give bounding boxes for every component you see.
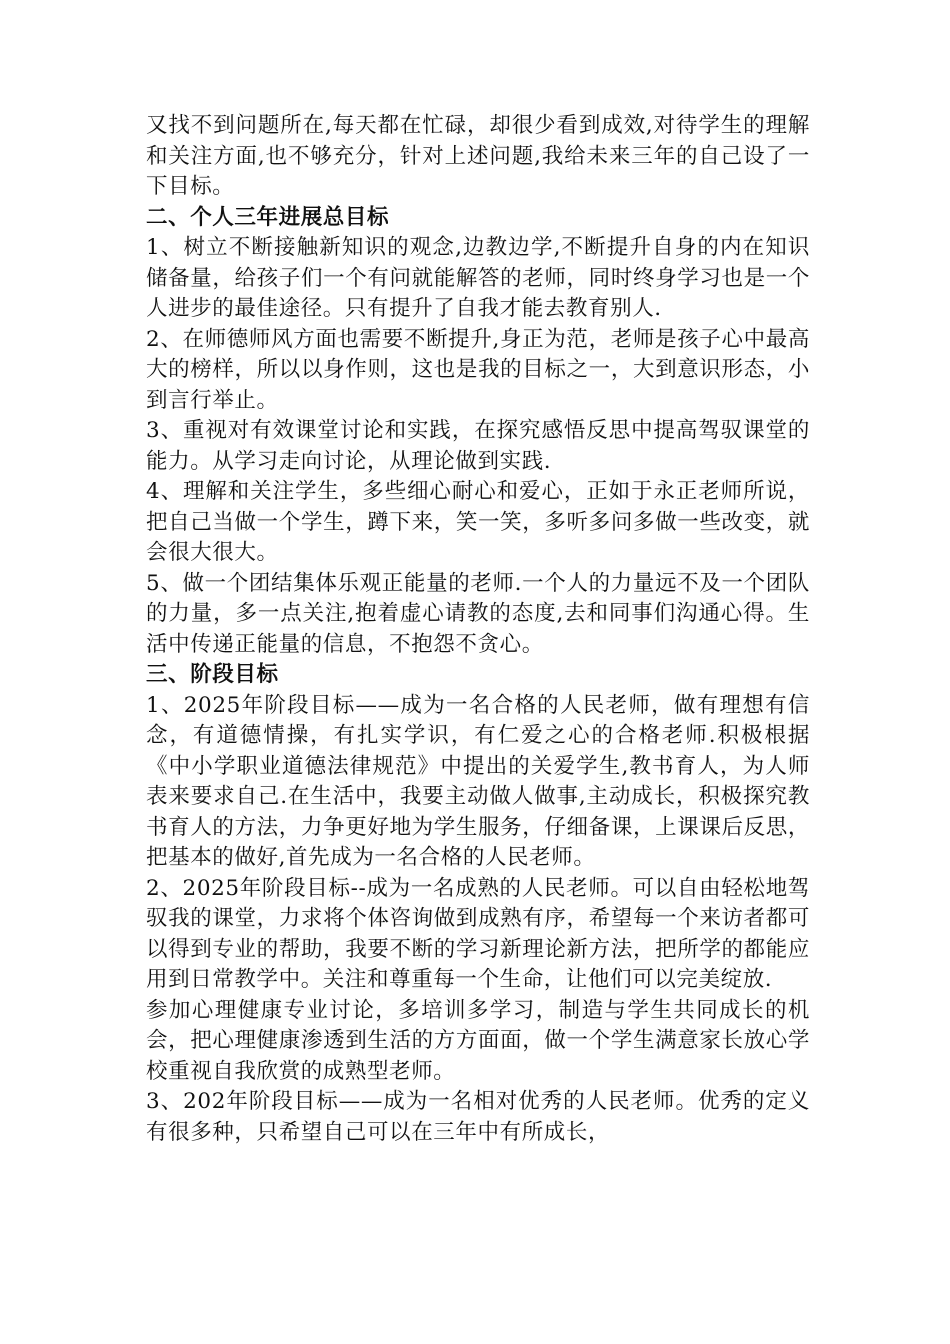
goal-item-1: 1、树立不断接触新知识的观念,边教边学,不断提升自身的内在知识储备量，给孩子们一个有问就能解答的老师，同时终身学习也是一个人进步的最佳途径。只有提升了自我才能去教育别人. (146, 235, 810, 321)
section-heading-stage-goals: 三、阶段目标 (146, 662, 279, 687)
stage-item-1: 1、2025年阶段目标——成为一名合格的人民老师，做有理想有信念，有道德情操，有扎实学识，有仁爱之心的合格老师.积极根据《中小学职业道德法律规范》中提出的关爱学生,教书育人，为人师表来要求自己.在生活中，我要主动做人做事,主动成长，积极探究教书育人的方法，力争更好地为学生服务，仔细备课，上课课后反思，把基本的做好,首先成为一名合格的人民老师。 (146, 692, 810, 870)
goal-item-5: 5、做一个团结集体乐观正能量的老师.一个人的力量远不及一个团队的力量，多一点关注,抱着虚心请教的态度,去和同事们沟通心得。生活中传递正能量的信息，不抱怨不贪心。 (146, 570, 810, 657)
stage-item-3: 3、202年阶段目标——成为一名相对优秀的人民老师。优秀的定义有很多种，只希望自己可以在三年中有所成长， (146, 1089, 810, 1145)
goal-item-2: 2、在师德师风方面也需要不断提升,身正为范，老师是孩子心中最高大的榜样，所以以身作则，这也是我的目标之一，大到意识形态，小到言行举止。 (146, 326, 810, 413)
goal-item-4: 4、理解和关注学生，多些细心耐心和爱心，正如于永正老师所说，把自己当做一个学生，蹲下来，笑一笑，多听多问多做一些改变，就会很大很大。 (146, 479, 810, 565)
document-page (146, 111, 810, 1148)
stage-item-2: 2、2025年阶段目标--成为一名成熟的人民老师。可以自由轻松地驾驭我的课堂，力求将个体咨询做到成熟有序，希望每一个来访者都可以得到专业的帮助，我要不断的学习新理论新方法，把所学的都能应用到日常教学中。关注和尊重每一个生命，让他们可以完美绽放. (146, 875, 810, 992)
stage-item-2-continued: 参加心理健康专业讨论，多培训多学习，制造与学生共同成长的机会，把心理健康渗透到生活的方方面面，做一个学生满意家长放心学校重视自我欣赏的成熟型老师。 (146, 997, 810, 1084)
intro-paragraph: 又找不到问题所在,每天都在忙碌，却很少看到成效,对待学生的理解和关注方面,也不够充分，针对上述问题,我给未来三年的自己设了一下目标。 (146, 113, 810, 199)
goal-item-3: 3、重视对有效课堂讨论和实践，在探究感悟反思中提高驾驭课堂的能力。从学习走向讨论，从理论做到实践. (146, 418, 810, 474)
section-heading-overall-goals: 二、个人三年进展总目标 (146, 204, 390, 230)
